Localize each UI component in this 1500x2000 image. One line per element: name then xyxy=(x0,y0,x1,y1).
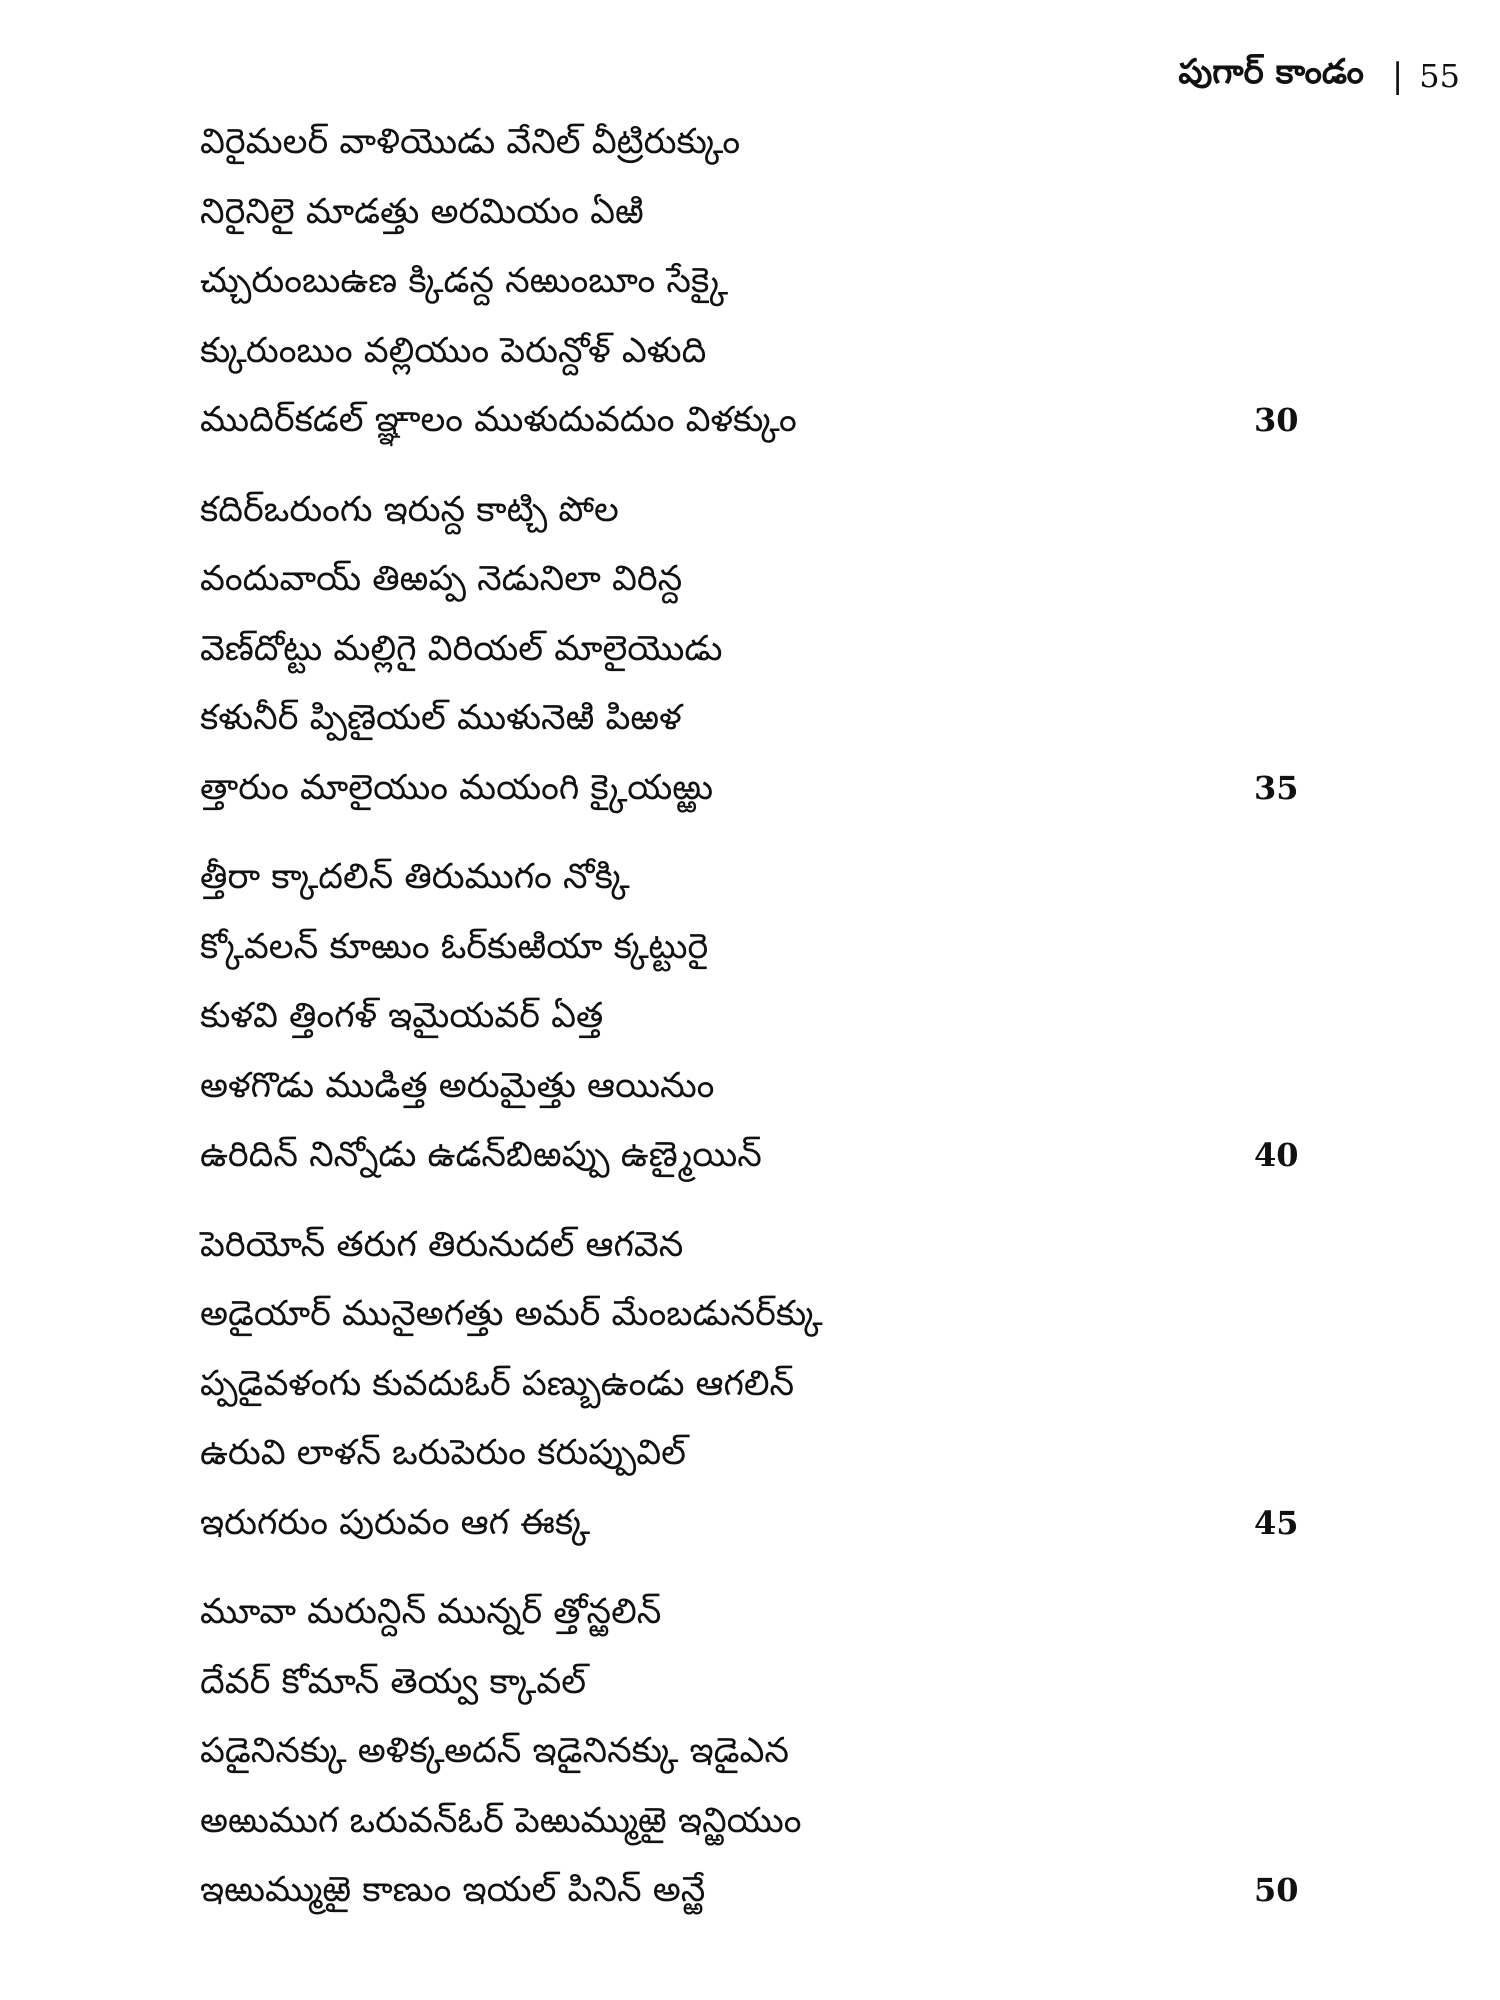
verse-line xyxy=(200,615,1300,685)
verse-line xyxy=(200,1717,1300,1787)
verse-line xyxy=(200,1856,1300,1926)
verse-line xyxy=(200,476,1300,546)
line-number: 50 xyxy=(1254,1871,1299,1909)
verse-line xyxy=(200,1280,1300,1350)
verse-text: అళగొడు ముడిత్త అరుమైత్తు ఆయినుం xyxy=(200,1065,715,1106)
verse-line xyxy=(200,108,1300,178)
verse-text: క్కోవలన్ కూఱుం ఓర్‌కుఱియా క్కట్టురై xyxy=(200,926,709,967)
verse-text: మూవా మరున్దిన్ మున్నర్ త్తోన్ఱలిన్ xyxy=(200,1592,662,1632)
verse-text: కళునీర్ ప్పిణైయల్ ముళునెఱి పిఱళ xyxy=(200,698,682,738)
verse-text: దేవర్ కోమాన్ తెయ్వ క్కావల్ xyxy=(200,1661,587,1702)
verse-text: ముదిర్‌కడల్ ఞ్ఞాలం ముళుదువదుం విళక్కుం xyxy=(200,400,797,440)
verse-text: కుళవి త్తింగళ్ ఇమైయవర్ ఏత్త xyxy=(200,996,604,1036)
header-separator: | xyxy=(1391,56,1404,96)
verse-line xyxy=(200,1350,1300,1420)
verse-text: చ్చురుంబుఉణ క్కిడన్ద నఱుంబూం సేక్కై xyxy=(200,261,728,301)
verse-line xyxy=(200,1052,1300,1122)
verse-text: ఇరుగరుం పురువం ఆగ ఈక్క xyxy=(200,1502,591,1543)
verse-line xyxy=(200,1787,1300,1857)
verse-line xyxy=(200,754,1300,824)
verse-line xyxy=(200,913,1300,983)
verse-text: ఉరువి లాళన్ ఒరుపెరుం కరుప్పువిల్ xyxy=(200,1433,686,1473)
verse-text: వందువాయ్ తిఱప్ప నెడునిలా విరిన్ద xyxy=(200,559,683,599)
verse-line xyxy=(200,386,1300,456)
stanza xyxy=(200,476,1300,824)
verse-text: ఇఱుమ్ముఱై కాణుం ఇయల్ పినిన్ అన్ఱే xyxy=(200,1870,706,1910)
verse-line xyxy=(200,684,1300,754)
verse-text: అఱుముగ ఒరువన్‌ఓర్ పెఱుమ్ముఱై ఇన్ఱియుం xyxy=(200,1800,802,1841)
verse-text: పెరియోన్ తరుగ తిరునుదల్ ఆగవెన xyxy=(200,1224,684,1265)
verse-text: వెణ్‌దోట్టు మల్లిగై విరియల్ మాలైయొడు xyxy=(200,628,723,669)
verse-text: కదిర్‌ఒరుంగు ఇరున్ద కాట్చి పోల xyxy=(200,489,619,530)
verse-line xyxy=(200,178,1300,248)
poem-body xyxy=(200,108,1300,1946)
stanza xyxy=(200,843,1300,1191)
stanza xyxy=(200,1211,1300,1559)
verse-text: పడైనినక్కు అళిక్కఅదన్ ఇడైనినక్కు ఇడైఎన xyxy=(200,1731,790,1771)
line-number: 40 xyxy=(1254,1136,1299,1174)
verse-line xyxy=(200,982,1300,1052)
line-number: 45 xyxy=(1254,1503,1299,1542)
stanza xyxy=(200,108,1300,456)
line-number: 35 xyxy=(1254,768,1299,807)
verse-text: అడైయార్ మునైఅగత్తు అమర్ మేంబడునర్‌క్కు xyxy=(200,1294,823,1334)
stanza xyxy=(200,1578,1300,1926)
verse-line xyxy=(200,1211,1300,1281)
verse-text: నిరైనిలై మాడత్తు అరమియం ఏఱి xyxy=(200,191,644,232)
running-header xyxy=(1178,52,1460,100)
verse-line xyxy=(200,1419,1300,1489)
verse-line xyxy=(200,1489,1300,1559)
verse-text: ఉరిదిన్ నిన్నోడు ఉడన్‌బిఱప్పు ఉణ్మైయిన్ xyxy=(200,1135,762,1175)
verse-line xyxy=(200,843,1300,913)
verse-line xyxy=(200,317,1300,387)
verse-text: క్కురుంబుం వల్లియుం పెరున్దోళ్ ఎళుది xyxy=(200,330,707,371)
verse-line xyxy=(200,1578,1300,1648)
verse-line xyxy=(200,1121,1300,1191)
verse-text: త్తీరా క్కాదలిన్ తిరుముగం నోక్కి xyxy=(200,857,630,897)
verse-line xyxy=(200,1648,1300,1718)
page-number: 55 xyxy=(1419,57,1460,95)
verse-text: ప్పడైవళంగు కువదుఓర్ పణ్బుఉండు ఆగలిన్ xyxy=(200,1363,795,1404)
verse-text: త్తారుం మాలైయుం మయంగి క్కైయఱ్ఱు xyxy=(200,767,714,808)
chapter-title: పుగార్ కాండం xyxy=(1178,52,1364,92)
verse-line xyxy=(200,247,1300,317)
line-number: 30 xyxy=(1254,401,1299,439)
verse-line xyxy=(200,545,1300,615)
verse-text: విరైమలర్ వాళియొడు వేనిల్ వీట్రిరుక్కుం xyxy=(200,122,741,162)
